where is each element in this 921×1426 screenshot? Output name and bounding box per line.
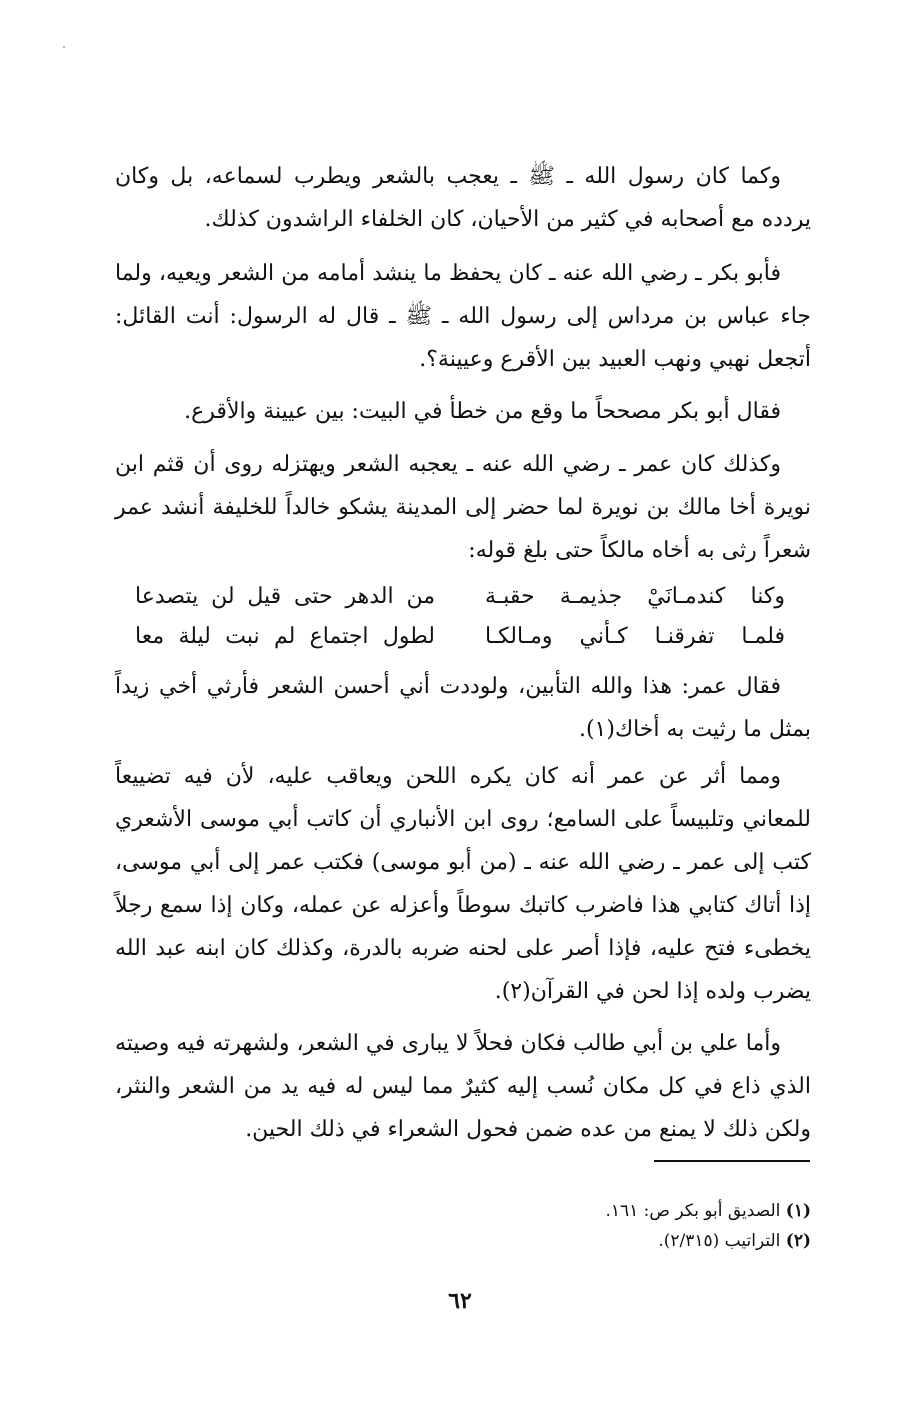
- paragraph-text: فقال أبو بكر مصححاً ما وقع من خطأ في البيت: بين عيينة والأقرع.: [184, 399, 781, 424]
- paragraph-text: ومما أثر عن عمر أنه كان يكره اللحن ويعاقب عليه، لأن فيه تضييعاً للمعاني وتلبيساً على السامع؛ روى ابن الأنباري أن كاتب أبي موسى الأشعري كتب إلى عمر ـ رضي الله عنه ـ (من أبو موسى) فكتب عمر إلى أبي موسى، إذا أتاك كتابي هذا فاضرب كاتبك سوطاً وأعزله عن عمله، وكان إذا سمع رجلاً يخطىء فتح عليه، فإذا أصر على لحنه ضربه بالدرة، وكذلك كان ابنه عبد الله يضرب ولده إذا لحن في القرآن(٢).: [115, 764, 811, 1004]
- paragraph-3: [115, 390, 811, 433]
- scan-speck: [63, 46, 65, 48]
- poem-line-2: [135, 617, 785, 657]
- footnote-divider: [654, 1160, 810, 1162]
- first-hemistich: فلمـا تفرقنـا كـأني ومـالكـا: [485, 624, 785, 649]
- footnote-text: التراتيب (٢/٣١٥).: [658, 1231, 781, 1251]
- footnote-text: الصديق أبو بكر ص: ١٦١.: [605, 1201, 781, 1221]
- footnote-number: (٢): [785, 1231, 811, 1251]
- paragraph-1: [115, 155, 811, 241]
- paragraph-text: وكما كان رسول الله ـ ﷺ ـ يعجب بالشعر ويطرب لسماعه، بل وكان يردده مع أصحابه في كثير من الأحيان، كان الخلفاء الراشدون كذلك.: [115, 164, 811, 232]
- paragraph-6: [115, 755, 811, 1013]
- poem-line-1: [135, 577, 785, 617]
- first-hemistich: وكنا كندمـانَيْ جذيمـة حقبـة: [485, 584, 785, 609]
- footnote-1: [400, 1196, 811, 1226]
- page-number: ٦٢: [448, 1288, 472, 1314]
- paragraph-text: فقال عمر: هذا والله التأبين، ولوددت أني أحسن الشعر فأرثي أخي زيداً بمثل ما رثيت به أخاك(١).: [115, 674, 811, 742]
- paragraph-2: [115, 252, 811, 381]
- footnote-2: [400, 1226, 811, 1256]
- footnotes: [400, 1196, 811, 1256]
- paragraph-7: [115, 1022, 811, 1151]
- paragraph-text: فأبو بكر ـ رضي الله عنه ـ كان يحفظ ما ينشد أمامه من الشعر ويعيه، ولما جاء عباس بن مرداس إلى رسول الله ـ ﷺ ـ قال له الرسول: أنت القائل: أتجعل نهبي ونهب العبيد بين الأقرع وعيينة؟.: [115, 261, 811, 372]
- paragraph-4: [115, 443, 811, 572]
- poem-verses: [135, 577, 785, 657]
- paragraph-text: وأما علي بن أبي طالب فكان فحلاً لا يبارى في الشعر، ولشهرته فيه وصيته الذي ذاع في كل مكان نُسب إليه كثيرٌ مما ليس له فيه يد من الشعر والنثر، ولكن ذلك لا يمنع من عده ضمن فحول الشعراء في ذلك الحين.: [115, 1031, 811, 1142]
- paragraph-text: وكذلك كان عمر ـ رضي الله عنه ـ يعجبه الشعر ويهتزله روى أن قثم ابن نويرة أخا مالك بن نويرة لما حضر إلى المدينة يشكو خالداً للخليفة أنشد عمر شعراً رثى به أخاه مالكاً حتى بلغ قوله:: [115, 452, 811, 563]
- second-hemistich: لطول اجتماع لم نبت ليلة معا: [135, 624, 435, 649]
- paragraph-5: [115, 665, 811, 751]
- footnote-number: (١): [785, 1201, 811, 1221]
- second-hemistich: من الدهر حتى قيل لن يتصدعا: [135, 584, 435, 609]
